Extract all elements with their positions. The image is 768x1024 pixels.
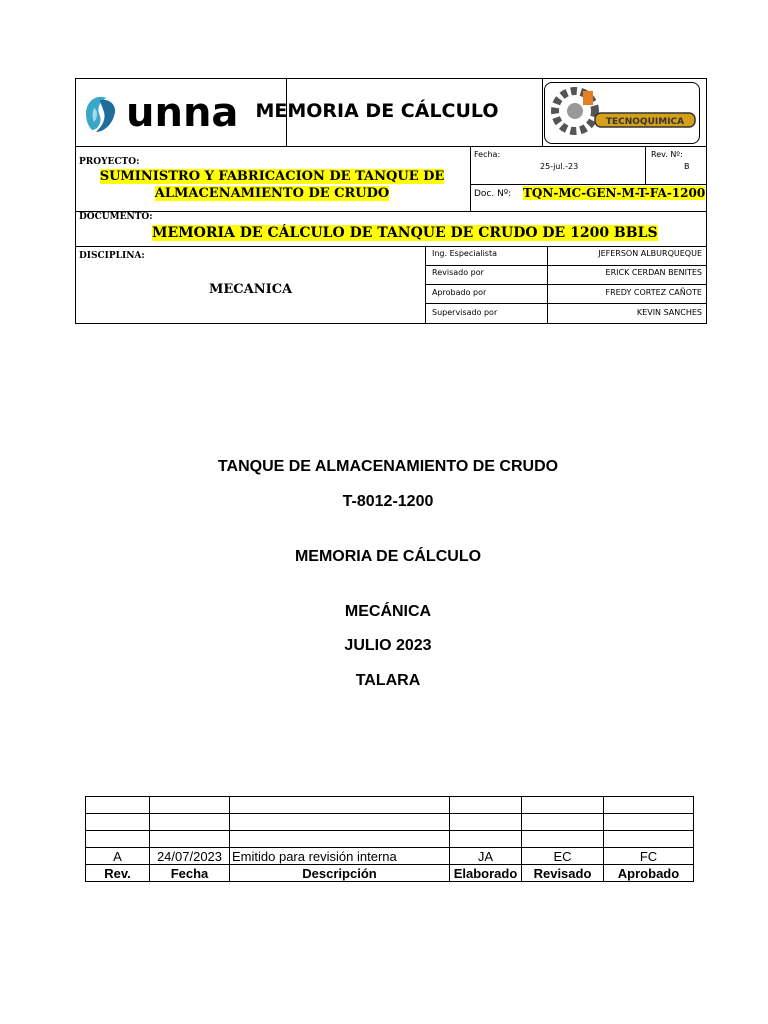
role-label-0: Ing. Especialista xyxy=(432,249,497,258)
table-row xyxy=(86,814,694,831)
header-aprobado: Aprobado xyxy=(604,865,694,882)
header-title: MEMORIA DE CÁLCULO xyxy=(255,100,499,122)
proyecto-label: PROYECTO: xyxy=(79,157,140,167)
table-row xyxy=(86,797,694,814)
date-cell: 24/07/2023 xyxy=(150,848,230,865)
description-cell: Emitido para revisión interna xyxy=(230,848,450,865)
proyecto-value xyxy=(76,168,468,202)
role-label-2: Aprobado por xyxy=(432,288,487,297)
role-name-0: JEFERSON ALBURQUEQUE xyxy=(598,249,702,258)
header-descripcion: Descripción xyxy=(230,865,450,882)
doc-value xyxy=(523,186,705,200)
header-elaborado: Elaborado xyxy=(450,865,522,882)
doc-number: TQN-MC-GEN-M-T-FA-1200 xyxy=(523,186,706,200)
table-row xyxy=(86,848,694,865)
role-name-1: ERICK CERDAN BENITES xyxy=(605,268,702,277)
header-rev: Rev. xyxy=(86,865,150,882)
revisado-cell: EC xyxy=(522,848,604,865)
tecnoquimica-logo xyxy=(544,82,700,144)
rev-label: Rev. Nº: xyxy=(651,150,683,159)
elaborado-cell: JA xyxy=(450,848,522,865)
svg-text:unna: unna xyxy=(126,92,239,136)
svg-text:TECNOQUIMICA: TECNOQUIMICA xyxy=(605,117,685,127)
disciplina-label: DISCIPLINA: xyxy=(79,251,145,261)
doc-label: Doc. Nº: xyxy=(474,189,512,199)
role-label-1: Revisado por xyxy=(432,268,484,277)
role-name-2: FREDY CORTEZ CAÑOTE xyxy=(605,288,702,297)
table-header-row xyxy=(86,865,694,882)
header-revisado: Revisado xyxy=(522,865,604,882)
revision-table xyxy=(85,796,694,882)
documento-value xyxy=(152,225,658,241)
header-fecha: Fecha xyxy=(150,865,230,882)
cover-location: TALARA xyxy=(355,672,421,689)
role-label-3: Supervisado por xyxy=(432,308,498,317)
aprobado-cell: FC xyxy=(604,848,694,865)
cover-subtitle: MEMORIA DE CÁLCULO xyxy=(294,548,482,565)
role-name-3: KEVIN SANCHES xyxy=(636,308,702,317)
cover-title: TANQUE DE ALMACENAMIENTO DE CRUDO xyxy=(217,458,559,475)
disciplina-value: MECANICA xyxy=(209,282,293,297)
fecha-label: Fecha: xyxy=(474,150,501,159)
rev-value: B xyxy=(684,162,690,171)
cover-tag: T-8012-1200 xyxy=(342,493,434,510)
table-row xyxy=(86,831,694,848)
fecha-value: 25-jul.-23 xyxy=(540,162,579,171)
documento-label: DOCUMENTO: xyxy=(79,212,153,222)
cover-discipline: MECÁNICA xyxy=(344,603,432,620)
cover-date: JULIO 2023 xyxy=(344,637,432,654)
proyecto-line2: ALMACENAMIENTO DE CRUDO xyxy=(154,186,390,201)
rev-cell: A xyxy=(86,848,150,865)
proyecto-line1: SUMINISTRO Y FABRICACION DE TANQUE DE xyxy=(99,169,445,184)
documento-title: MEMORIA DE CÁLCULO DE TANQUE DE CRUDO DE 1200 BBLS xyxy=(152,225,658,241)
